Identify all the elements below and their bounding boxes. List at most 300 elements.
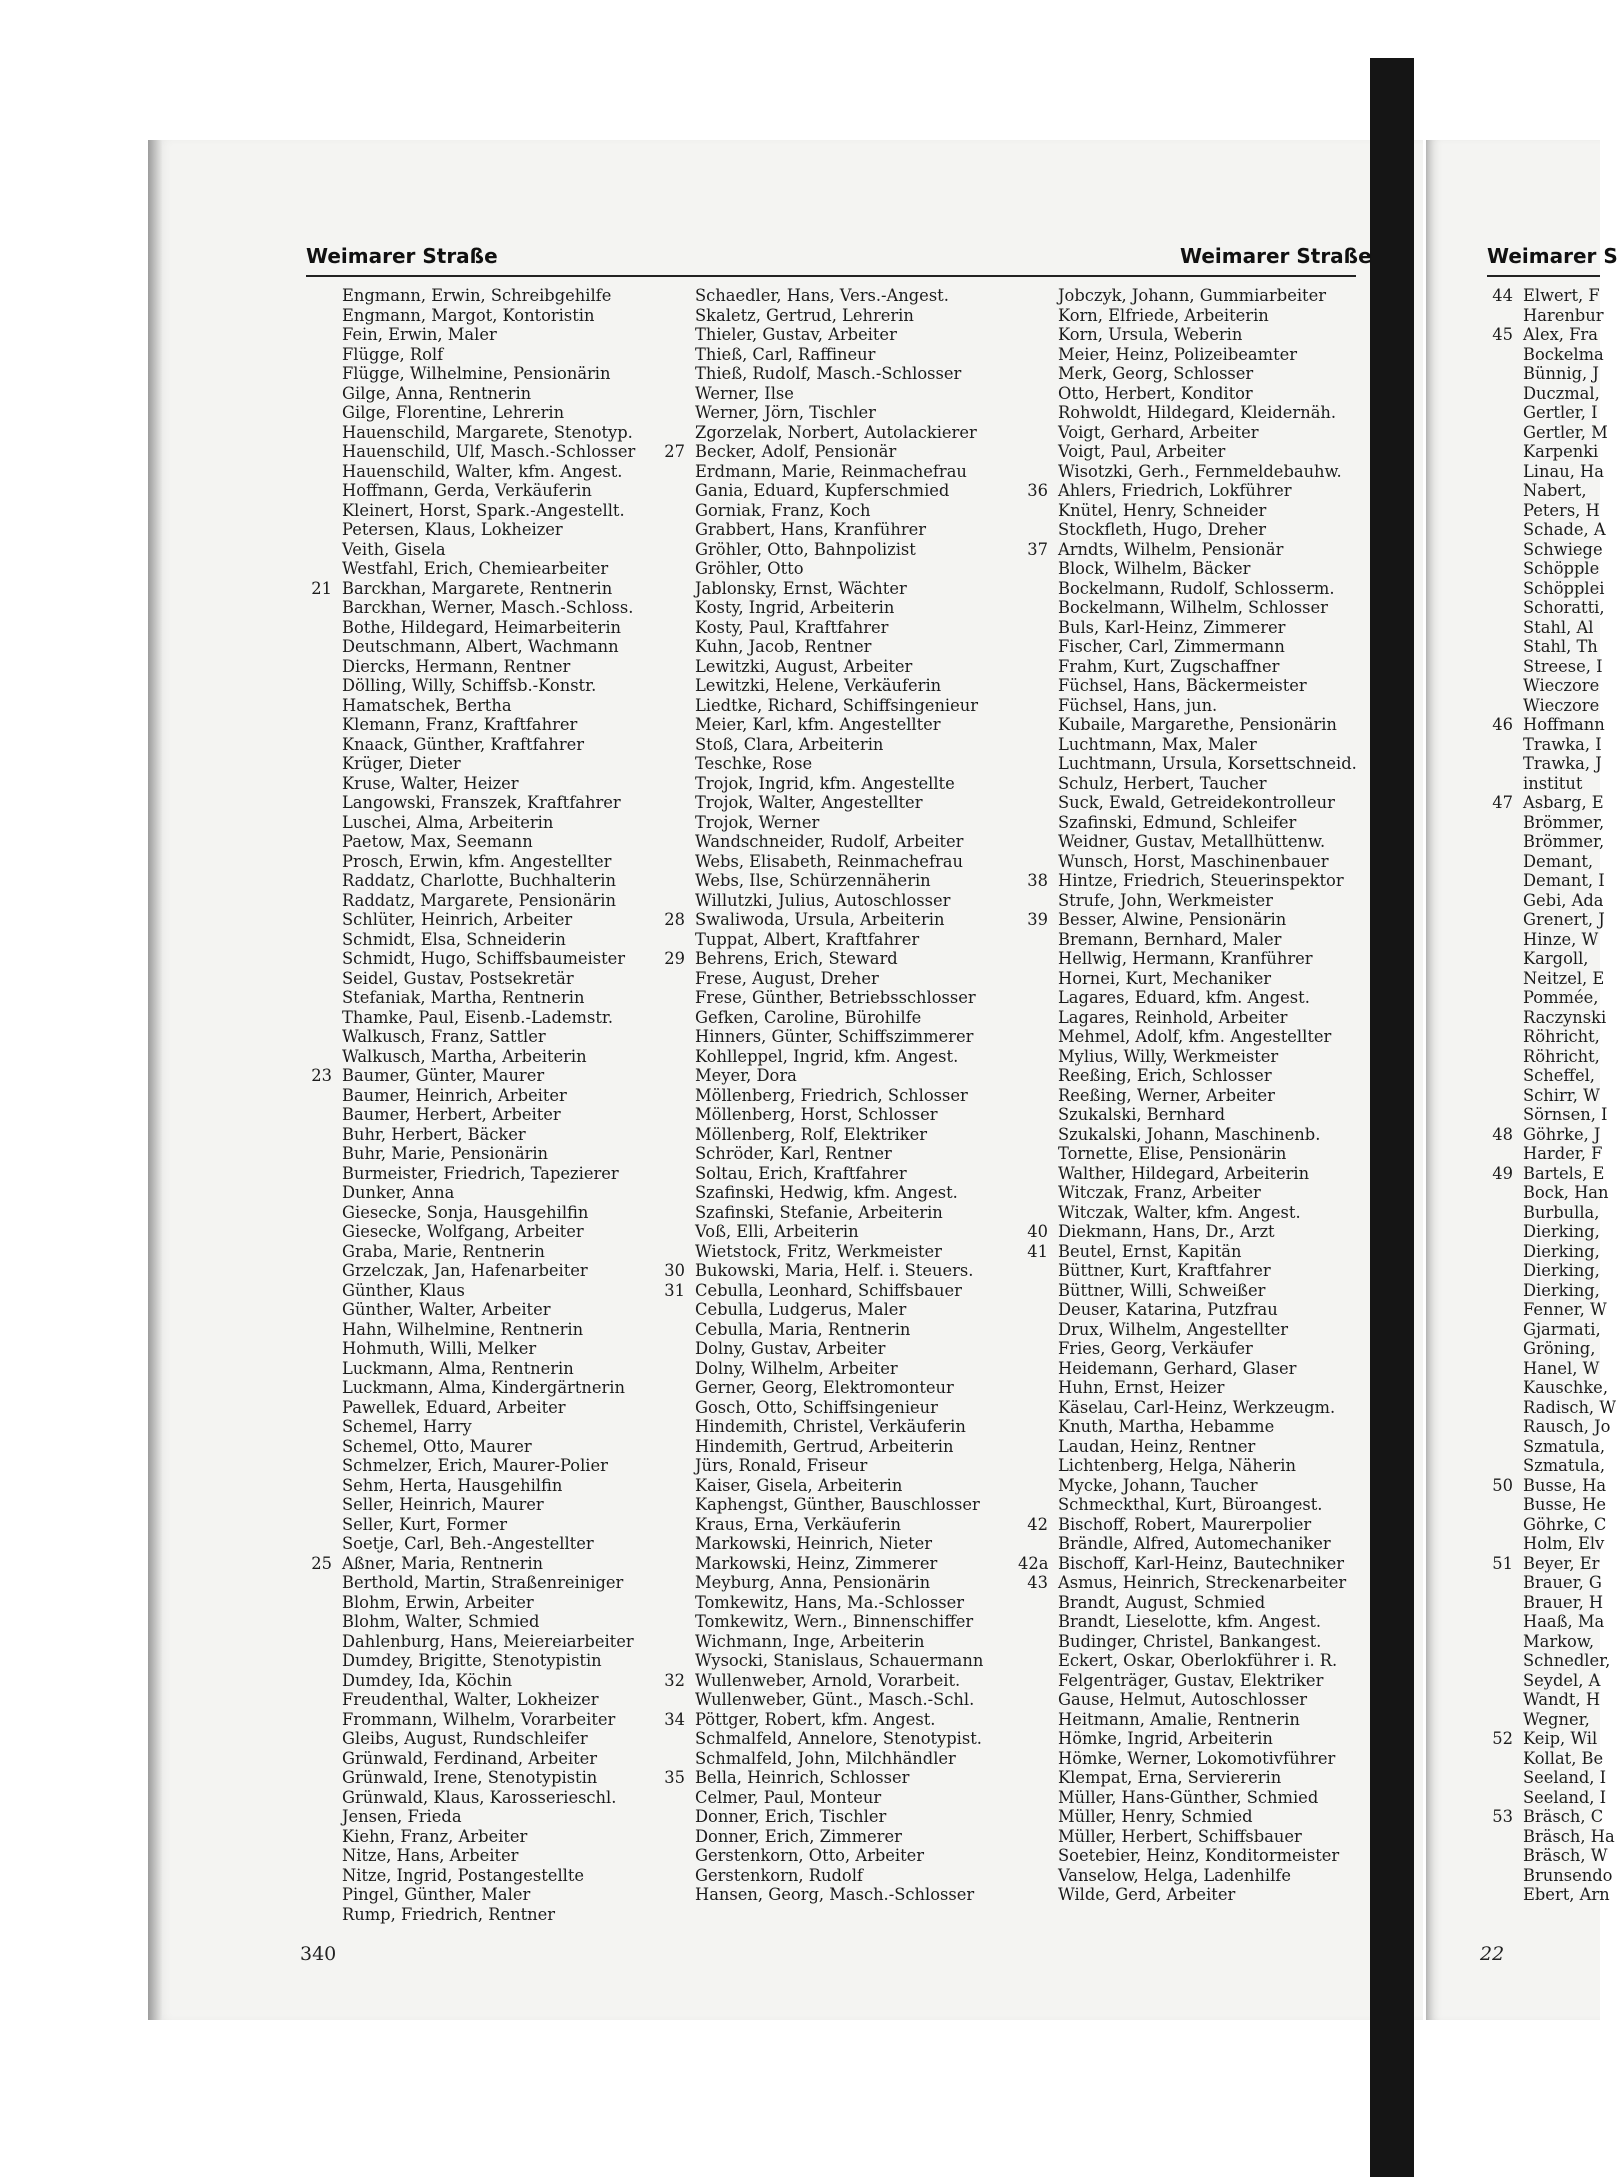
resident-entry-text: Brändle, Alfred, Automechaniker: [1058, 1534, 1331, 1553]
resident-entry-text: Aßner, Maria, Rentnerin: [342, 1553, 544, 1573]
header-rule: [306, 275, 1356, 277]
house-number: 47: [1492, 793, 1513, 812]
resident-entry-text: Bock, Han: [1523, 1183, 1609, 1202]
directory-entry: [695, 462, 983, 482]
resident-entry-text: Kuhn, Jacob, Rentner: [695, 637, 872, 656]
house-number: 43: [1027, 1573, 1048, 1592]
resident-entry-text: Bischoff, Robert, Maurerpolier: [1058, 1514, 1312, 1534]
directory-entry: [664, 442, 983, 462]
resident-entry-text: Erdmann, Marie, Reinmachefrau: [695, 461, 967, 481]
directory-entry: [664, 1709, 983, 1730]
directory-entry: [695, 774, 983, 794]
directory-entry: [695, 1144, 983, 1164]
directory-entry: [342, 813, 635, 833]
directory-entry: [695, 969, 983, 989]
resident-entry-text: Wysocki, Stanislaus, Schauermann: [695, 1651, 984, 1670]
directory-entry: [342, 1827, 635, 1847]
directory-entry: [342, 345, 635, 365]
directory-entry: [342, 618, 635, 638]
resident-entry-text: Blohm, Erwin, Arbeiter: [342, 1592, 534, 1612]
address-column-2: [664, 286, 984, 1905]
resident-entry-text: Jensen, Frieda: [342, 1807, 462, 1826]
directory-entry: [1058, 1846, 1357, 1866]
resident-entry-text: Büttner, Willi, Schweißer: [1058, 1280, 1266, 1300]
resident-entry-text: Frese, Günther, Betriebsschlosser: [695, 988, 976, 1007]
directory-entry: [342, 1359, 635, 1379]
directory-entry: [1058, 1047, 1357, 1067]
directory-entry: [695, 793, 983, 813]
resident-entry-text: Meyer, Dora: [695, 1066, 797, 1085]
house-number: 48: [1492, 1124, 1513, 1144]
directory-entry: [1058, 345, 1357, 365]
directory-entry: [1523, 930, 1616, 950]
directory-entry: [342, 1846, 635, 1866]
directory-entry: [342, 442, 635, 462]
directory-entry: [1523, 1612, 1616, 1632]
directory-entry: [342, 501, 635, 521]
resident-entry-text: Stockfleth, Hugo, Dreher: [1058, 520, 1266, 539]
resident-entry-text: Hamatschek, Bertha: [342, 695, 512, 715]
resident-entry-text: Meier, Karl, kfm. Angestellter: [695, 715, 941, 734]
page-binding-shadow: [148, 140, 162, 2020]
resident-entry-text: Grünwald, Irene, Stenotypistin: [342, 1768, 598, 1787]
directory-entry: [695, 1807, 983, 1827]
house-number: 50: [1492, 1475, 1513, 1495]
resident-entry-text: Barckhan, Margarete, Rentnerin: [342, 578, 613, 598]
directory-entry: [1523, 1515, 1616, 1535]
resident-entry-text: Tuppat, Albert, Kraftfahrer: [695, 929, 920, 949]
resident-entry-text: Burmeister, Friedrich, Tapezierer: [342, 1163, 619, 1183]
directory-entry: [695, 1378, 983, 1398]
resident-entry-text: Gebi, Ada: [1523, 890, 1604, 910]
directory-entry: [1523, 579, 1616, 599]
resident-entry-text: Webs, Ilse, Schürzennäherin: [695, 871, 931, 890]
directory-entry: [1523, 969, 1616, 989]
directory-entry: [1027, 481, 1357, 501]
resident-entry-text: Schmelzer, Erich, Maurer-Polier: [342, 1456, 608, 1475]
directory-entry: [1523, 891, 1616, 911]
resident-entry-text: Block, Wilhelm, Bäcker: [1058, 559, 1251, 578]
directory-entry: [1492, 1553, 1616, 1574]
directory-entry: [342, 696, 635, 716]
resident-entry-text: Buhr, Marie, Pensionärin: [342, 1144, 549, 1163]
resident-entry-text: Stahl, Th: [1523, 637, 1598, 656]
resident-entry-text: Engmann, Erwin, Schreibgehilfe: [342, 286, 612, 305]
directory-entry: [695, 325, 983, 345]
resident-entry-text: Wieczore: [1523, 676, 1600, 695]
resident-entry-text: Szukalski, Bernhard: [1058, 1105, 1226, 1124]
resident-entry-text: Schmalfeld, John, Milchhändler: [695, 1748, 956, 1768]
resident-entry-text: Holm, Elv: [1523, 1534, 1605, 1553]
directory-entry: [664, 1670, 983, 1691]
house-number: 32: [664, 1670, 685, 1690]
directory-entry: [1058, 442, 1357, 462]
directory-entry: [1523, 657, 1616, 677]
resident-entry-text: Donner, Erich, Zimmerer: [695, 1826, 902, 1846]
directory-entry: [342, 1573, 635, 1593]
directory-entry: [695, 1632, 983, 1652]
directory-entry: [695, 540, 983, 560]
resident-entry-text: Szmatula,: [1523, 1436, 1605, 1456]
directory-entry: [1523, 1300, 1616, 1320]
resident-entry-text: Wandt, H: [1523, 1690, 1601, 1709]
resident-entry-text: Trojok, Werner: [695, 812, 820, 832]
directory-entry: [1523, 1417, 1616, 1437]
house-number: 25: [311, 1553, 332, 1573]
directory-entry: [1058, 1066, 1357, 1086]
resident-entry-text: Frommann, Wilhelm, Vorarbeiter: [342, 1709, 616, 1729]
resident-entry-text: Suck, Ewald, Getreidekontrolleur: [1058, 793, 1335, 812]
directory-entry: [1523, 306, 1616, 326]
directory-entry: [342, 1866, 635, 1886]
directory-entry: [695, 618, 983, 638]
resident-entry-text: Bella, Heinrich, Schlosser: [695, 1768, 910, 1787]
directory-entry: [1523, 774, 1616, 794]
resident-entry-text: Luschei, Alma, Arbeiterin: [342, 812, 554, 832]
resident-entry-text: Stoß, Clara, Arbeiterin: [695, 734, 884, 754]
directory-entry: [342, 1632, 635, 1652]
resident-entry-text: Schaedler, Hans, Vers.-Angest.: [695, 286, 949, 305]
house-number: 44: [1492, 286, 1513, 305]
directory-entry: [695, 676, 983, 696]
resident-entry-text: Schmidt, Elsa, Schneiderin: [342, 929, 566, 949]
resident-entry-text: Webs, Elisabeth, Reinmachefrau: [695, 851, 963, 871]
resident-entry-text: Dunker, Anna: [342, 1183, 455, 1202]
directory-entry: [1523, 1788, 1616, 1808]
directory-entry: [342, 871, 635, 891]
resident-entry-text: Gorniak, Franz, Koch: [695, 500, 871, 520]
resident-entry-text: Soetebier, Heinz, Konditormeister: [1058, 1846, 1340, 1865]
resident-entry-text: Göhrke, C: [1523, 1514, 1607, 1534]
resident-entry-text: Baumer, Günter, Maurer: [342, 1066, 545, 1085]
directory-entry: [311, 1066, 635, 1086]
resident-entry-text: Hindemith, Gertrud, Arbeiterin: [695, 1436, 954, 1456]
directory-entry: [1523, 540, 1616, 560]
directory-entry: [342, 1788, 635, 1808]
directory-entry: [695, 1573, 983, 1593]
directory-entry: [342, 1768, 635, 1788]
house-number: 46: [1492, 715, 1513, 734]
directory-entry: [342, 1515, 635, 1535]
resident-entry-text: Luckmann, Alma, Rentnerin: [342, 1358, 574, 1378]
directory-entry: [342, 657, 635, 677]
resident-entry-text: Cebulla, Leonhard, Schiffsbauer: [695, 1280, 962, 1300]
resident-entry-text: Dahlenburg, Hans, Meiereiarbeiter: [342, 1631, 634, 1651]
directory-entry: [664, 949, 983, 969]
directory-entry: [1523, 481, 1616, 501]
directory-entry: [342, 1905, 635, 1925]
resident-entry-text: Brunsendo: [1523, 1865, 1613, 1885]
resident-entry-text: Kollat, Be: [1523, 1748, 1604, 1768]
directory-entry: [1523, 520, 1616, 540]
directory-entry: [695, 1066, 983, 1086]
resident-entry-text: Jobczyk, Johann, Gummiarbeiter: [1058, 286, 1326, 305]
resident-entry-text: Schmidt, Hugo, Schiffsbaumeister: [342, 949, 626, 968]
directory-entry: [342, 910, 635, 930]
directory-entry: [1058, 735, 1357, 755]
resident-entry-text: Brauer, G: [1523, 1573, 1602, 1592]
directory-entry: [695, 1300, 983, 1320]
directory-entry: [1058, 1437, 1357, 1457]
resident-entry-text: Gerstenkorn, Rudolf: [695, 1865, 863, 1885]
resident-entry-text: Pawellek, Eduard, Arbeiter: [342, 1397, 566, 1417]
directory-entry: [1523, 852, 1616, 872]
directory-entry: [1523, 676, 1616, 696]
resident-entry-text: Paetow, Max, Seemann: [342, 832, 533, 851]
resident-entry-text: Bräsch, Ha: [1523, 1826, 1615, 1846]
directory-entry: [342, 598, 635, 618]
resident-entry-text: Walther, Hildegard, Arbeiterin: [1058, 1163, 1310, 1183]
address-column-1: [311, 286, 636, 1924]
resident-entry-text: Knütel, Henry, Schneider: [1058, 500, 1267, 520]
directory-entry: [311, 578, 635, 599]
resident-entry-text: Möllenberg, Rolf, Elektriker: [695, 1124, 928, 1144]
directory-entry: [1492, 793, 1616, 813]
directory-entry: [1523, 442, 1616, 462]
directory-entry: [695, 1749, 983, 1769]
resident-entry-text: Beutel, Ernst, Kapitän: [1058, 1241, 1242, 1261]
resident-entry-text: Thieß, Carl, Raffineur: [695, 344, 876, 364]
resident-entry-text: Schemel, Harry: [342, 1417, 472, 1436]
directory-entry: [1523, 1398, 1616, 1418]
directory-entry: [1523, 1183, 1616, 1203]
resident-entry-text: Dierking,: [1523, 1261, 1600, 1280]
resident-entry-text: Rump, Friedrich, Rentner: [342, 1904, 556, 1924]
directory-entry: [342, 1320, 635, 1340]
directory-entry: [1058, 598, 1357, 618]
directory-entry: [342, 930, 635, 950]
resident-entry-text: Deutschmann, Albert, Wachmann: [342, 637, 619, 656]
directory-entry: [1492, 1807, 1616, 1827]
next-page-header-rule: [1487, 275, 1600, 277]
directory-entry: [342, 384, 635, 404]
directory-entry: [342, 1749, 635, 1769]
directory-entry: [1523, 364, 1616, 384]
directory-entry: [1523, 1437, 1616, 1457]
resident-entry-text: Reeßing, Erich, Schlosser: [1058, 1066, 1272, 1085]
directory-entry: [1058, 1300, 1357, 1320]
resident-entry-text: Teschke, Rose: [695, 754, 813, 773]
directory-entry: [1058, 1729, 1357, 1749]
resident-entry-text: Kubaile, Margarethe, Pensionärin: [1058, 715, 1337, 734]
resident-entry-text: Scheffel,: [1523, 1066, 1595, 1085]
resident-entry-text: Busse, Ha: [1523, 1475, 1607, 1495]
resident-entry-text: Grenert, J: [1523, 910, 1605, 929]
resident-entry-text: Hoffmann, Gerda, Verkäuferin: [342, 481, 592, 500]
resident-entry-text: Burbulla,: [1523, 1202, 1600, 1222]
resident-entry-text: Langowski, Franszek, Kraftfahrer: [342, 793, 621, 812]
directory-entry: [695, 403, 983, 423]
directory-entry: [1523, 1593, 1616, 1613]
directory-entry: [695, 1866, 983, 1886]
resident-entry-text: Luckmann, Alma, Kindergärtnerin: [342, 1378, 625, 1397]
directory-entry: [1058, 423, 1357, 443]
directory-entry: [1058, 1378, 1357, 1398]
resident-entry-text: Knuth, Martha, Hebamme: [1058, 1417, 1275, 1436]
directory-entry: [1523, 813, 1616, 833]
house-number: 49: [1492, 1163, 1513, 1183]
resident-entry-text: Brandt, August, Schmied: [1058, 1592, 1266, 1612]
directory-entry: [1523, 559, 1616, 579]
resident-entry-text: Trojok, Ingrid, kfm. Angestellte: [695, 773, 955, 793]
directory-entry: [1523, 423, 1616, 443]
resident-entry-text: Gerner, Georg, Elektromonteur: [695, 1378, 954, 1397]
directory-entry: [342, 754, 635, 774]
directory-entry: [1058, 813, 1357, 833]
directory-entry: [1492, 1124, 1616, 1145]
directory-entry: [695, 579, 983, 599]
resident-entry-text: Huhn, Ernst, Heizer: [1058, 1378, 1225, 1397]
resident-entry-text: Seeland, I: [1523, 1768, 1607, 1787]
directory-entry: [1523, 1456, 1616, 1476]
resident-entry-text: Hömke, Werner, Lokomotivführer: [1058, 1748, 1336, 1768]
house-number: 45: [1492, 325, 1513, 344]
directory-entry: [695, 423, 983, 443]
directory-entry: [695, 988, 983, 1008]
resident-entry-text: Keip, Wil: [1523, 1729, 1598, 1748]
resident-entry-text: Merk, Georg, Schlosser: [1058, 364, 1254, 383]
directory-entry: [1058, 774, 1357, 794]
resident-entry-text: Karpenki: [1523, 442, 1599, 461]
resident-entry-text: Kleinert, Horst, Spark.-Angestellt.: [342, 500, 625, 520]
directory-entry: [1058, 618, 1357, 638]
resident-entry-text: Engmann, Margot, Kontoristin: [342, 305, 595, 325]
directory-entry: [1058, 1807, 1357, 1827]
resident-entry-text: Szmatula,: [1523, 1456, 1605, 1475]
resident-entry-text: Hinners, Günter, Schiffszimmerer: [695, 1027, 974, 1046]
directory-entry: [1523, 1534, 1616, 1554]
resident-entry-text: Knaack, Günther, Kraftfahrer: [342, 734, 585, 754]
resident-entry-text: Brömmer,: [1523, 832, 1605, 851]
directory-entry: [342, 1476, 635, 1496]
directory-entry: [1523, 1047, 1616, 1067]
resident-entry-text: Günther, Walter, Arbeiter: [342, 1300, 551, 1319]
resident-entry-text: Jablonsky, Ernst, Wächter: [695, 578, 907, 598]
resident-entry-text: Harder, F: [1523, 1144, 1603, 1163]
directory-entry: [1492, 1475, 1616, 1496]
resident-entry-text: Korn, Elfriede, Arbeiterin: [1058, 305, 1269, 325]
resident-entry-text: Wandschneider, Rudolf, Arbeiter: [695, 832, 964, 851]
resident-entry-text: Besser, Alwine, Pensionärin: [1058, 910, 1287, 929]
directory-entry: [342, 1651, 635, 1671]
directory-entry: [695, 1320, 983, 1340]
resident-entry-text: institut: [1523, 773, 1583, 793]
resident-entry-text: Füchsel, Hans, Bäckermeister: [1058, 676, 1307, 695]
resident-entry-text: Laudan, Heinz, Rentner: [1058, 1436, 1256, 1456]
directory-entry: [1492, 325, 1616, 345]
directory-entry: [342, 1008, 635, 1028]
resident-entry-text: Müller, Henry, Schmied: [1058, 1807, 1253, 1826]
directory-entry: [1027, 871, 1357, 891]
directory-entry: [311, 1553, 635, 1574]
directory-entry: [695, 1690, 983, 1710]
resident-entry-text: Neitzel, E: [1523, 968, 1605, 988]
directory-entry: [342, 325, 635, 345]
directory-entry: [695, 1476, 983, 1496]
directory-entry: [1058, 462, 1357, 482]
directory-entry: [342, 1885, 635, 1905]
directory-entry: [342, 1398, 635, 1418]
directory-entry: [1523, 832, 1616, 852]
house-number: 35: [664, 1768, 685, 1787]
directory-entry: [1058, 1144, 1357, 1164]
resident-entry-text: Schade, A: [1523, 520, 1606, 539]
directory-entry: [1523, 1378, 1616, 1398]
directory-entry: [1523, 618, 1616, 638]
directory-entry: [695, 715, 983, 735]
directory-entry: [1523, 1222, 1616, 1242]
resident-entry-text: Linau, Ha: [1523, 461, 1604, 481]
directory-entry: [1058, 1261, 1357, 1281]
resident-entry-text: Bräsch, W: [1523, 1846, 1608, 1865]
directory-entry: [1058, 1534, 1357, 1554]
directory-entry: [342, 735, 635, 755]
resident-entry-text: Soltau, Erich, Kraftfahrer: [695, 1163, 907, 1183]
directory-entry: [342, 540, 635, 560]
resident-entry-text: Behrens, Erich, Steward: [695, 949, 898, 968]
directory-entry: [1058, 1281, 1357, 1301]
directory-entry: [695, 813, 983, 833]
resident-entry-text: Werner, Jörn, Tischler: [695, 403, 876, 422]
resident-entry-text: Strufe, John, Werkmeister: [1058, 890, 1273, 910]
directory-entry: [1027, 910, 1357, 930]
directory-entry: [664, 910, 983, 930]
resident-entry-text: Demant, I: [1523, 871, 1605, 890]
directory-entry: [1058, 1339, 1357, 1359]
directory-entry: [695, 1827, 983, 1847]
directory-entry: [695, 1417, 983, 1437]
resident-entry-text: Grabbert, Hans, Kranführer: [695, 520, 927, 539]
directory-entry: [695, 1008, 983, 1028]
resident-entry-text: Dolny, Wilhelm, Arbeiter: [695, 1358, 898, 1378]
resident-entry-text: Kosty, Paul, Kraftfahrer: [695, 617, 889, 637]
directory-entry: [1058, 1768, 1357, 1788]
directory-entry: [695, 559, 983, 579]
resident-entry-text: Günther, Klaus: [342, 1280, 465, 1300]
resident-entry-text: Baumer, Herbert, Arbeiter: [342, 1105, 561, 1124]
resident-entry-text: Bartels, E: [1523, 1163, 1605, 1183]
directory-entry: [342, 286, 635, 306]
resident-entry-text: Cebulla, Maria, Rentnerin: [695, 1319, 911, 1339]
resident-entry-text: Rohwoldt, Hildegard, Kleidernäh.: [1058, 403, 1337, 422]
resident-entry-text: Gröhler, Otto, Bahnpolizist: [695, 539, 916, 559]
resident-entry-text: Asmus, Heinrich, Streckenarbeiter: [1058, 1573, 1347, 1592]
directory-entry: [695, 598, 983, 618]
directory-entry: [1058, 1593, 1357, 1613]
directory-entry: [342, 306, 635, 326]
resident-entry-text: Bräsch, C: [1523, 1807, 1604, 1826]
directory-entry: [1058, 930, 1357, 950]
resident-entry-text: Willutzki, Julius, Autoschlosser: [695, 890, 951, 910]
resident-entry-text: Szafinski, Hedwig, kfm. Angest.: [695, 1183, 958, 1202]
directory-entry: [1523, 1359, 1616, 1379]
directory-entry: [1523, 696, 1616, 716]
directory-entry: [695, 1047, 983, 1067]
resident-entry-text: Baumer, Heinrich, Arbeiter: [342, 1085, 567, 1105]
resident-entry-text: Diekmann, Hans, Dr., Arzt: [1058, 1222, 1275, 1241]
resident-entry-text: Walkusch, Martha, Arbeiterin: [342, 1046, 587, 1066]
resident-entry-text: Celmer, Paul, Monteur: [695, 1787, 882, 1807]
resident-entry-text: Fries, Georg, Verkäufer: [1058, 1339, 1253, 1358]
resident-entry-text: Walkusch, Franz, Sattler: [342, 1027, 546, 1046]
resident-entry-text: Raddatz, Margarete, Pensionärin: [342, 890, 616, 910]
directory-entry: [1058, 1203, 1357, 1223]
directory-entry: [1523, 1203, 1616, 1223]
directory-entry: [342, 832, 635, 852]
resident-entry-text: Röhricht,: [1523, 1046, 1600, 1066]
directory-entry: [1523, 1651, 1616, 1671]
page-number-left: 340: [300, 1943, 337, 1965]
